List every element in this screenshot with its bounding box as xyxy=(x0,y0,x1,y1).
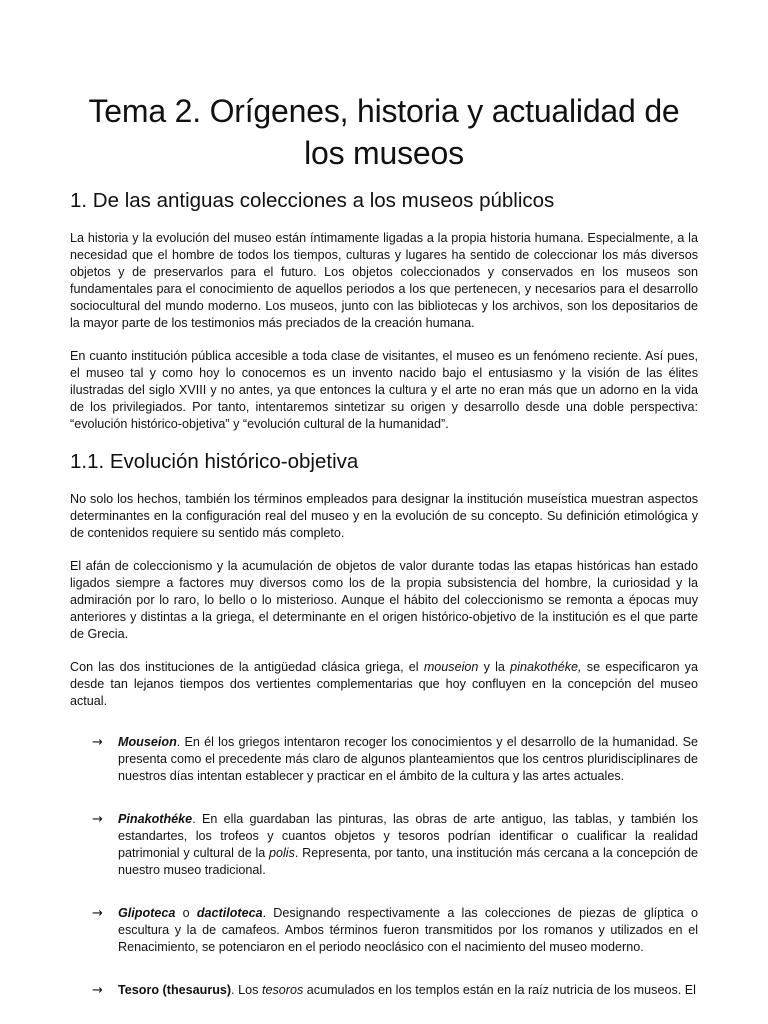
paragraph-text: Con las dos instituciones de la antigüedad clásica griega, el xyxy=(70,660,424,674)
section-1-1-paragraph-1: No solo los hechos, también los términos empleados para designar la institución museística muestran aspectos determinantes en la configuración real del museo y en la evolución de su concepto. Su definición etimológica y de contenidos requiere su sentido más completo. xyxy=(70,492,698,540)
list-item xyxy=(70,734,698,785)
list-item-term: dactiloteca xyxy=(196,906,263,920)
section-1-paragraph-2: En cuanto institución pública accesible a toda clase de visitantes, el museo es un fenómeno reciente. Así pues, el museo tal y como hoy lo conocemos es un invento nacido bajo el entusiasmo y la visión de las élites ilustradas del siglo XVIII y no antes, ya que entonces la cultura y el arte no eran más que un adorno en la vida de los privilegiados. Por tanto, intentaremos sintetizar su origen y desarrollo desde una doble perspectiva: “evolución histórico-objetiva” y “evolución cultural de la humanidad”. xyxy=(70,349,698,431)
arrow-right-icon: → xyxy=(92,906,103,921)
mouseion-term: mouseion xyxy=(423,660,479,674)
list-item-term: Mouseion xyxy=(118,735,177,749)
list-item-term: Tesoro (thesaurus) xyxy=(118,983,232,997)
paragraph-text: se especificaron ya desde tan lejanos tiempos dos vertientes complementarias que hoy confluyen en la concepción del museo actual. xyxy=(70,660,698,708)
list-item-term: Pinakothéke xyxy=(118,812,193,826)
arrow-right-icon: → xyxy=(92,735,103,750)
list-item-text: o xyxy=(175,906,197,920)
list-item xyxy=(70,811,698,879)
list-item-text: . Los xyxy=(231,983,262,997)
list-item-emphasis: tesoros xyxy=(261,983,304,997)
list-item-text: . Designando respectivamente a las colecciones de piezas de glíptica o escultura y la de camafeos. Ambos términos fueron transmitidos por los romanos y utilizados en el Renacimiento, se potenciaron en el periodo neoclásico con el nacimiento del museo moderno. xyxy=(118,906,698,954)
section-1-1-paragraph-3 xyxy=(70,659,698,710)
section-1-heading: 1. De las antiguas colecciones a los museos públicos xyxy=(70,189,555,212)
arrow-right-icon: → xyxy=(92,812,103,827)
section-1-1-paragraph-2: El afán de coleccionismo y la acumulación de objetos de valor durante todas las etapas históricas han estado ligados siempre a factores muy diversos como los de la propia subsistencia del hombre, la curiosidad y la admiración por lo raro, lo bello o lo misterioso. Aunque el hábito del coleccionismo se remonta a épocas muy anteriores y distintas a la griega, el determinante en el origen histórico-objetivo de la institución es el que parte de Grecia. xyxy=(70,559,698,641)
list-item-term: Glipoteca xyxy=(118,906,176,920)
arrow-right-icon: → xyxy=(92,983,103,998)
list-item xyxy=(70,982,698,999)
document-title: Tema 2. Orígenes, historia y actualidad de los museos xyxy=(88,93,680,171)
list-item-text: acumulados en los templos están en la raíz nutricia de los museos. El xyxy=(303,983,696,997)
list-item-emphasis: polis xyxy=(269,846,295,860)
list-item-text: . Representa, por tanto, una institución más cercana a la concepción de nuestro museo tradicional. xyxy=(118,846,698,877)
paragraph-text: y la xyxy=(478,660,511,674)
section-1-1-heading: 1.1. Evolución histórico-objetiva xyxy=(70,450,359,473)
list-item xyxy=(70,905,698,956)
list-item-text: . En él los griegos intentaron recoger los conocimientos y el desarrollo de la humanidad. Se presenta como el precedente más claro de algunos planteamientos que los centros pluridisciplinares de nuestros días intentan establecer y practicar en el ámbito de la cultura y las artes actuales. xyxy=(118,735,698,783)
pinakotheke-term: pinakothéke, xyxy=(510,660,582,674)
list-item-text: . En ella guardaban las pinturas, las obras de arte antiguo, las tablas, y también los estandartes, los trofeos y cuantos objetos y tesoros podrían identificar o cualificar la realidad patrimonial y cultural de la xyxy=(118,812,698,860)
section-1-paragraph-1: La historia y la evolución del museo están íntimamente ligadas a la propia historia humana. Especialmente, a la necesidad que el hombre de todos los tiempos, culturas y lugares ha sentido de coleccionar los más diversos objetos y de preservarlos para el futuro. Los objetos coleccionados y conservados en los museos son fundamentales para el conocimiento de aquellos periodos a los que pertenecen, y necesarios para el desarrollo sociocultural del mundo moderno. Los museos, junto con las bibliotecas y los archivos, son los depositarios de la mayor parte de los testimonios más preciados de la creación humana. xyxy=(70,231,698,330)
institution-list xyxy=(70,734,698,999)
